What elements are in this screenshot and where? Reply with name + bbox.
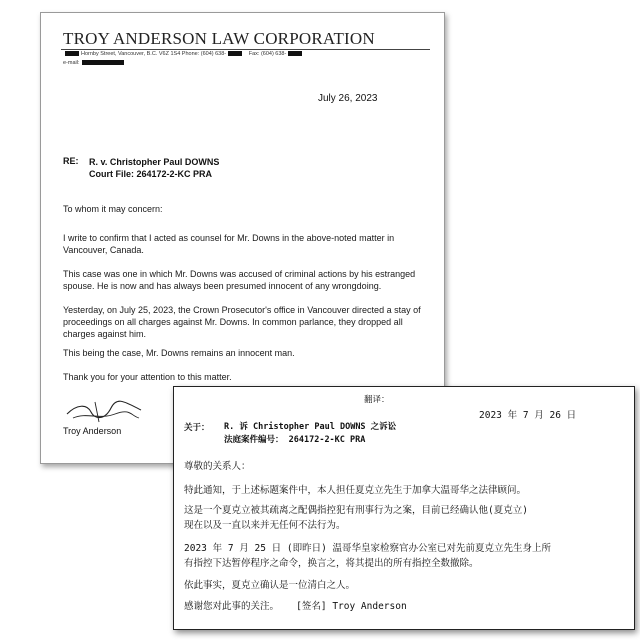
salutation: To whom it may concern: xyxy=(63,204,163,214)
address-text: Hornby Street, Vancouver, B.C. V6Z 1S4 Phone: (604) 638- xyxy=(81,51,227,57)
paragraph-2: This case was one in which Mr. Downs was accused of criminal actions by his estranged spouse. He is now and has always been presumed innocent of any wrongdoing. xyxy=(63,269,416,291)
translation-paragraph-4: 依此事实，夏克立确认是一位清白之人。 xyxy=(184,580,356,591)
translation-court-file: 法庭案件编号： 264172-2-KC PRA xyxy=(224,435,366,445)
paragraph-5: Thank you for your attention to this matter. xyxy=(63,372,232,382)
paragraph-4: This being the case, Mr. Downs remains an innocent man. xyxy=(63,348,295,358)
translation-paragraph-2a: 这是一个夏克立被其疏离之配偶指控犯有刑事行为之案，目前已经确认他(夏克立) xyxy=(184,505,528,516)
paragraph-1: I write to confirm that I acted as counsel for Mr. Downs in the above-noted matter in Vancouver, Canada. xyxy=(63,233,395,255)
translation-case-name: R. 诉 Christopher Paul DOWNS 之诉讼 xyxy=(224,422,397,432)
paragraph-3: Yesterday, on July 25, 2023, the Crown Prosecutor's office in Vancouver directed a stay of proceedings on all charges against Mr. Downs. In common parlance, they dropped all charges against him. xyxy=(63,305,421,339)
translation-paragraph-3b: 有指控下达暂停程序之命令，换言之，将其提出的所有指控全数撤除。 xyxy=(184,558,479,569)
fax-text: Fax: (604) 638- xyxy=(248,51,287,57)
re-block xyxy=(89,156,219,180)
signature-scribble xyxy=(65,398,145,424)
translation-paragraph-5: 感谢您对此事的关注。 [签名] Troy Anderson xyxy=(184,601,407,612)
signer-name: Troy Anderson xyxy=(63,426,122,436)
re-court-file: Court File: 264172-2-KC PRA xyxy=(89,169,213,179)
chinese-translation xyxy=(173,386,635,630)
redacted-block xyxy=(228,51,242,56)
redacted-block xyxy=(65,51,79,56)
translation-re-label: 关于： xyxy=(184,423,210,433)
translation-date: 2023 年 7 月 26 日 xyxy=(479,410,577,421)
translation-re-block xyxy=(224,421,396,447)
letter-date: July 26, 2023 xyxy=(318,93,378,104)
re-label: RE: xyxy=(63,156,79,166)
translation-paragraph-2b: 现在以及一直以来并无任何不法行为。 xyxy=(184,520,346,531)
translation-salutation: 尊敬的关系人： xyxy=(184,461,251,472)
redacted-block xyxy=(82,60,124,65)
redacted-block xyxy=(288,51,302,56)
letterhead-rule xyxy=(61,49,430,50)
translation-paragraph-1: 特此通知，于上述标题案件中，本人担任夏克立先生于加拿大温哥华之法律顾问。 xyxy=(184,485,527,496)
firm-name: TROY ANDERSON LAW CORPORATION xyxy=(63,29,375,48)
letterhead-address xyxy=(63,51,304,57)
re-case-name: R. v. Christopher Paul DOWNS xyxy=(89,157,220,167)
letterhead-email xyxy=(63,60,124,66)
email-label: e-mail: xyxy=(63,60,80,66)
translation-paragraph-3a: 2023 年 7 月 25 日 (即昨日) 温哥华皇家检察官办公室已对先前夏克立先生身上所 xyxy=(184,543,552,554)
translation-label: 翻译： xyxy=(364,395,390,405)
